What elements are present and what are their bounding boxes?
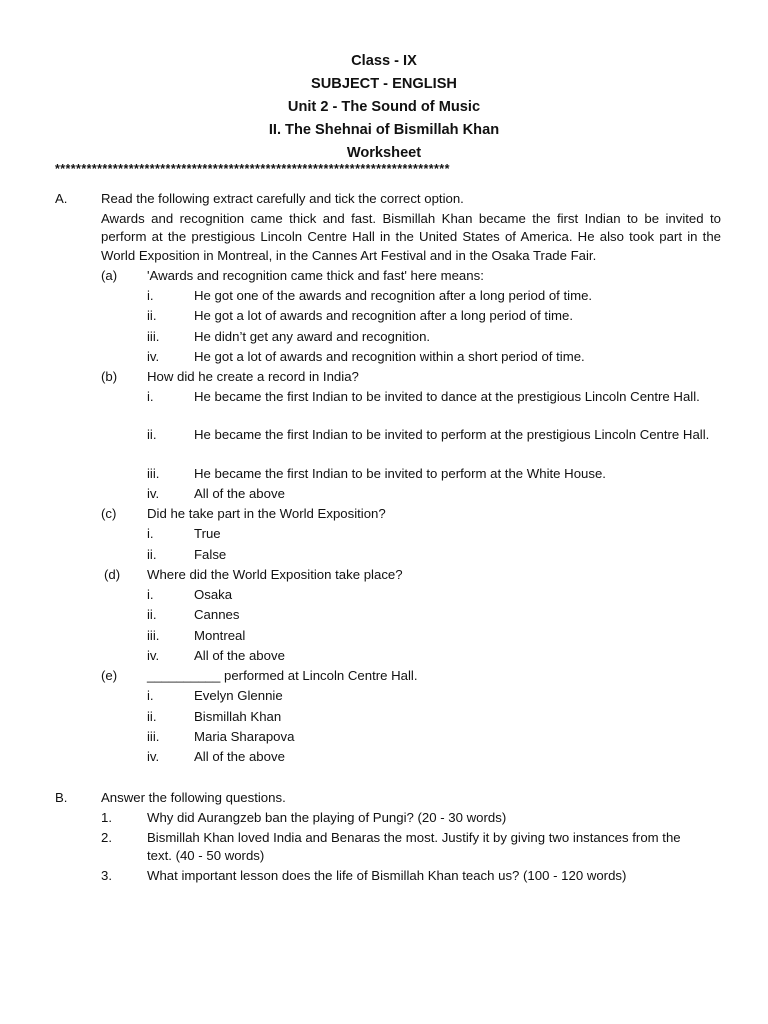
option-text[interactable]: Maria Sharapova bbox=[194, 729, 295, 744]
option-number: iii. bbox=[147, 729, 160, 744]
option-text[interactable]: He became the first Indian to be invited to perform at the prestigious Lincoln Centre Hall. bbox=[194, 427, 710, 442]
option-text[interactable]: He became the first Indian to be invited to perform at the White House. bbox=[194, 466, 606, 481]
question-marker: (d) bbox=[104, 567, 121, 582]
option-text[interactable]: False bbox=[194, 547, 227, 562]
chapter-heading: II. The Shehnai of Bismillah Khan bbox=[268, 122, 500, 138]
option-text[interactable]: All of the above bbox=[194, 486, 285, 501]
question-text: Why did Aurangzeb ban the playing of Pungi? (20 - 30 words) bbox=[147, 810, 507, 825]
question-text: How did he create a record in India? bbox=[147, 369, 359, 384]
option-text[interactable]: He got one of the awards and recognition after a long period of time. bbox=[194, 288, 593, 303]
option-text[interactable]: All of the above bbox=[194, 648, 285, 663]
section-a-instruction: Read the following extract carefully and tick the correct option. bbox=[101, 191, 464, 206]
extract-passage: Awards and recognition came thick and fast. Bismillah Khan became the first Indian to be invited to perform at the prestigious Lincoln Centre Hall in the United States of America. He also took part in the World Exposition in Montreal, in the Cannes Art Festival and in the Osaka Trade Fair. bbox=[101, 211, 721, 263]
option-number: iv. bbox=[147, 749, 160, 764]
question-text: Bismillah Khan loved India and Benaras the most. Justify it by giving two instances from the text. (40 - 50 words) bbox=[147, 830, 681, 863]
question-number: 2. bbox=[101, 830, 112, 845]
section-b-marker: B. bbox=[55, 790, 68, 805]
option-number: i. bbox=[147, 288, 154, 303]
option-text[interactable]: Bismillah Khan bbox=[194, 709, 282, 724]
option-number: i. bbox=[147, 526, 154, 541]
option-text[interactable]: He got a lot of awards and recognition after a long period of time. bbox=[194, 308, 573, 323]
option-number: iv. bbox=[147, 648, 160, 663]
question-marker: (e) bbox=[101, 668, 118, 683]
question-marker: (a) bbox=[101, 268, 118, 283]
option-number: ii. bbox=[147, 607, 157, 622]
option-number: iii. bbox=[147, 329, 160, 344]
option-number: i. bbox=[147, 587, 154, 602]
question-text: Did he take part in the World Exposition? bbox=[147, 506, 386, 521]
option-number: i. bbox=[147, 389, 154, 404]
star-separator: *************************************************************************** bbox=[55, 162, 450, 176]
option-text[interactable]: Cannes bbox=[194, 607, 240, 622]
option-number: ii. bbox=[147, 308, 157, 323]
option-text[interactable]: All of the above bbox=[194, 749, 285, 764]
option-text[interactable]: Evelyn Glennie bbox=[194, 688, 283, 703]
option-text[interactable]: He became the first Indian to be invited to dance at the prestigious Lincoln Centre Hall. bbox=[194, 389, 700, 404]
question-text: Where did the World Exposition take place? bbox=[147, 567, 403, 582]
worksheet-title: Worksheet bbox=[346, 145, 422, 161]
option-text[interactable]: He didn’t get any award and recognition. bbox=[194, 329, 431, 344]
question-number: 3. bbox=[101, 868, 112, 883]
question-text: 'Awards and recognition came thick and fast' here means: bbox=[147, 268, 484, 283]
option-text[interactable]: Osaka bbox=[194, 587, 233, 602]
question-number: 1. bbox=[101, 810, 112, 825]
question-text: What important lesson does the life of Bismillah Khan teach us? (100 - 120 words) bbox=[147, 868, 627, 883]
section-a-marker: A. bbox=[55, 191, 68, 206]
option-number: iii. bbox=[147, 466, 160, 481]
question-text: __________ performed at Lincoln Centre Hall. bbox=[147, 668, 418, 683]
option-number: ii. bbox=[147, 709, 157, 724]
option-number: i. bbox=[147, 688, 154, 703]
option-text[interactable]: Montreal bbox=[194, 628, 246, 643]
option-number: ii. bbox=[147, 427, 157, 442]
option-text[interactable]: He got a lot of awards and recognition within a short period of time. bbox=[194, 349, 585, 364]
option-number: iv. bbox=[147, 349, 160, 364]
option-number: iii. bbox=[147, 628, 160, 643]
class-heading: Class - IX bbox=[351, 53, 417, 69]
subject-heading: SUBJECT - ENGLISH bbox=[311, 76, 457, 92]
question-marker: (b) bbox=[101, 369, 118, 384]
option-text[interactable]: True bbox=[194, 526, 221, 541]
unit-heading: Unit 2 - The Sound of Music bbox=[287, 99, 481, 115]
question-marker: (c) bbox=[101, 506, 117, 521]
section-b-instruction: Answer the following questions. bbox=[101, 790, 286, 805]
option-number: ii. bbox=[147, 547, 157, 562]
option-number: iv. bbox=[147, 486, 160, 501]
